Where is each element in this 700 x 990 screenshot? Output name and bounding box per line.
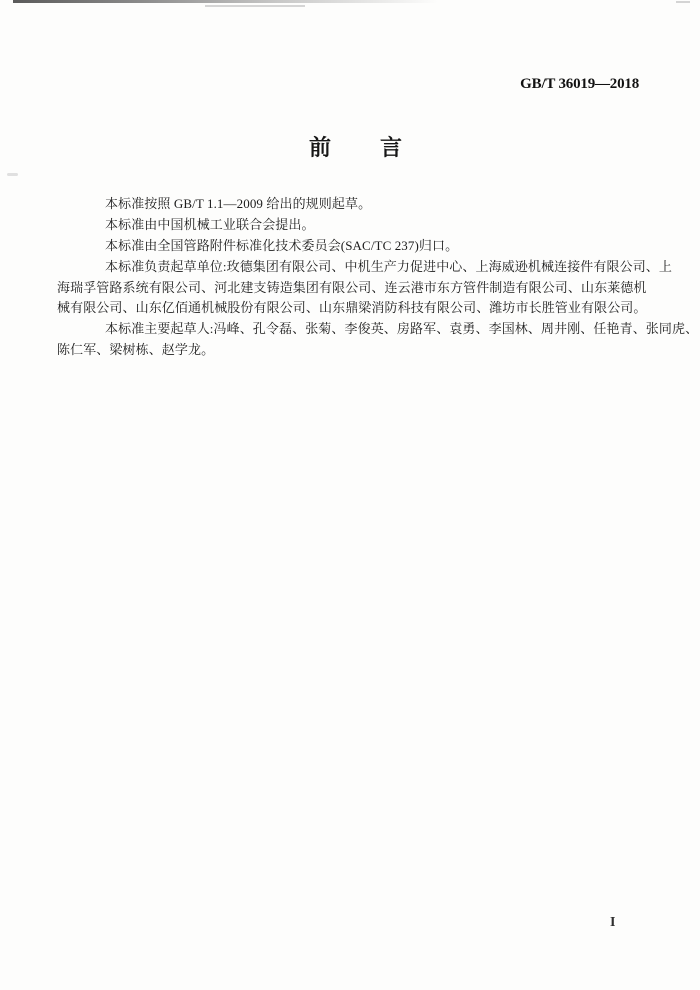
scan-artifact-top-edge <box>13 0 438 3</box>
page-number: I <box>610 915 616 930</box>
scan-artifact-top-smudge <box>205 5 305 7</box>
foreword-body <box>57 194 699 361</box>
scan-artifact-corner-mark <box>676 1 690 3</box>
foreword-line-6: 械有限公司、山东亿佰通机械股份有限公司、山东鼎梁消防科技有限公司、潍坊市长胜管业有限公司。 <box>57 300 647 316</box>
foreword-line-5: 海瑞孚管路系统有限公司、河北建支铸造集团有限公司、连云港市东方管件制造有限公司、山东莱德机 <box>57 279 647 295</box>
foreword-line-3: 本标准由全国管路附件标准化技术委员会(SAC/TC 237)归口。 <box>105 237 459 253</box>
page-title-char-1: 前 <box>308 135 332 160</box>
page-title-char-2: 言 <box>380 135 404 160</box>
foreword-line-1: 本标准按照 GB/T 1.1—2009 给出的规则起草。 <box>105 196 372 211</box>
foreword-line-4: 本标准负责起草单位:玫德集团有限公司、中机生产力促进中心、上海威逊机械连接件有限公司、上 <box>105 258 673 274</box>
foreword-line-7: 本标准主要起草人:冯峰、孔令磊、张菊、李俊英、房路军、袁勇、李国林、周井刚、任艳青、张同虎、 <box>105 321 699 337</box>
foreword-line-2: 本标准由中国机械工业联合会提出。 <box>105 216 315 232</box>
scan-artifact-left-smudge <box>7 173 18 176</box>
foreword-line-8: 陈仁军、梁树栋、赵学龙。 <box>57 342 215 358</box>
page-title <box>6 131 700 162</box>
standard-code: GB/T 36019—2018 <box>520 76 639 92</box>
